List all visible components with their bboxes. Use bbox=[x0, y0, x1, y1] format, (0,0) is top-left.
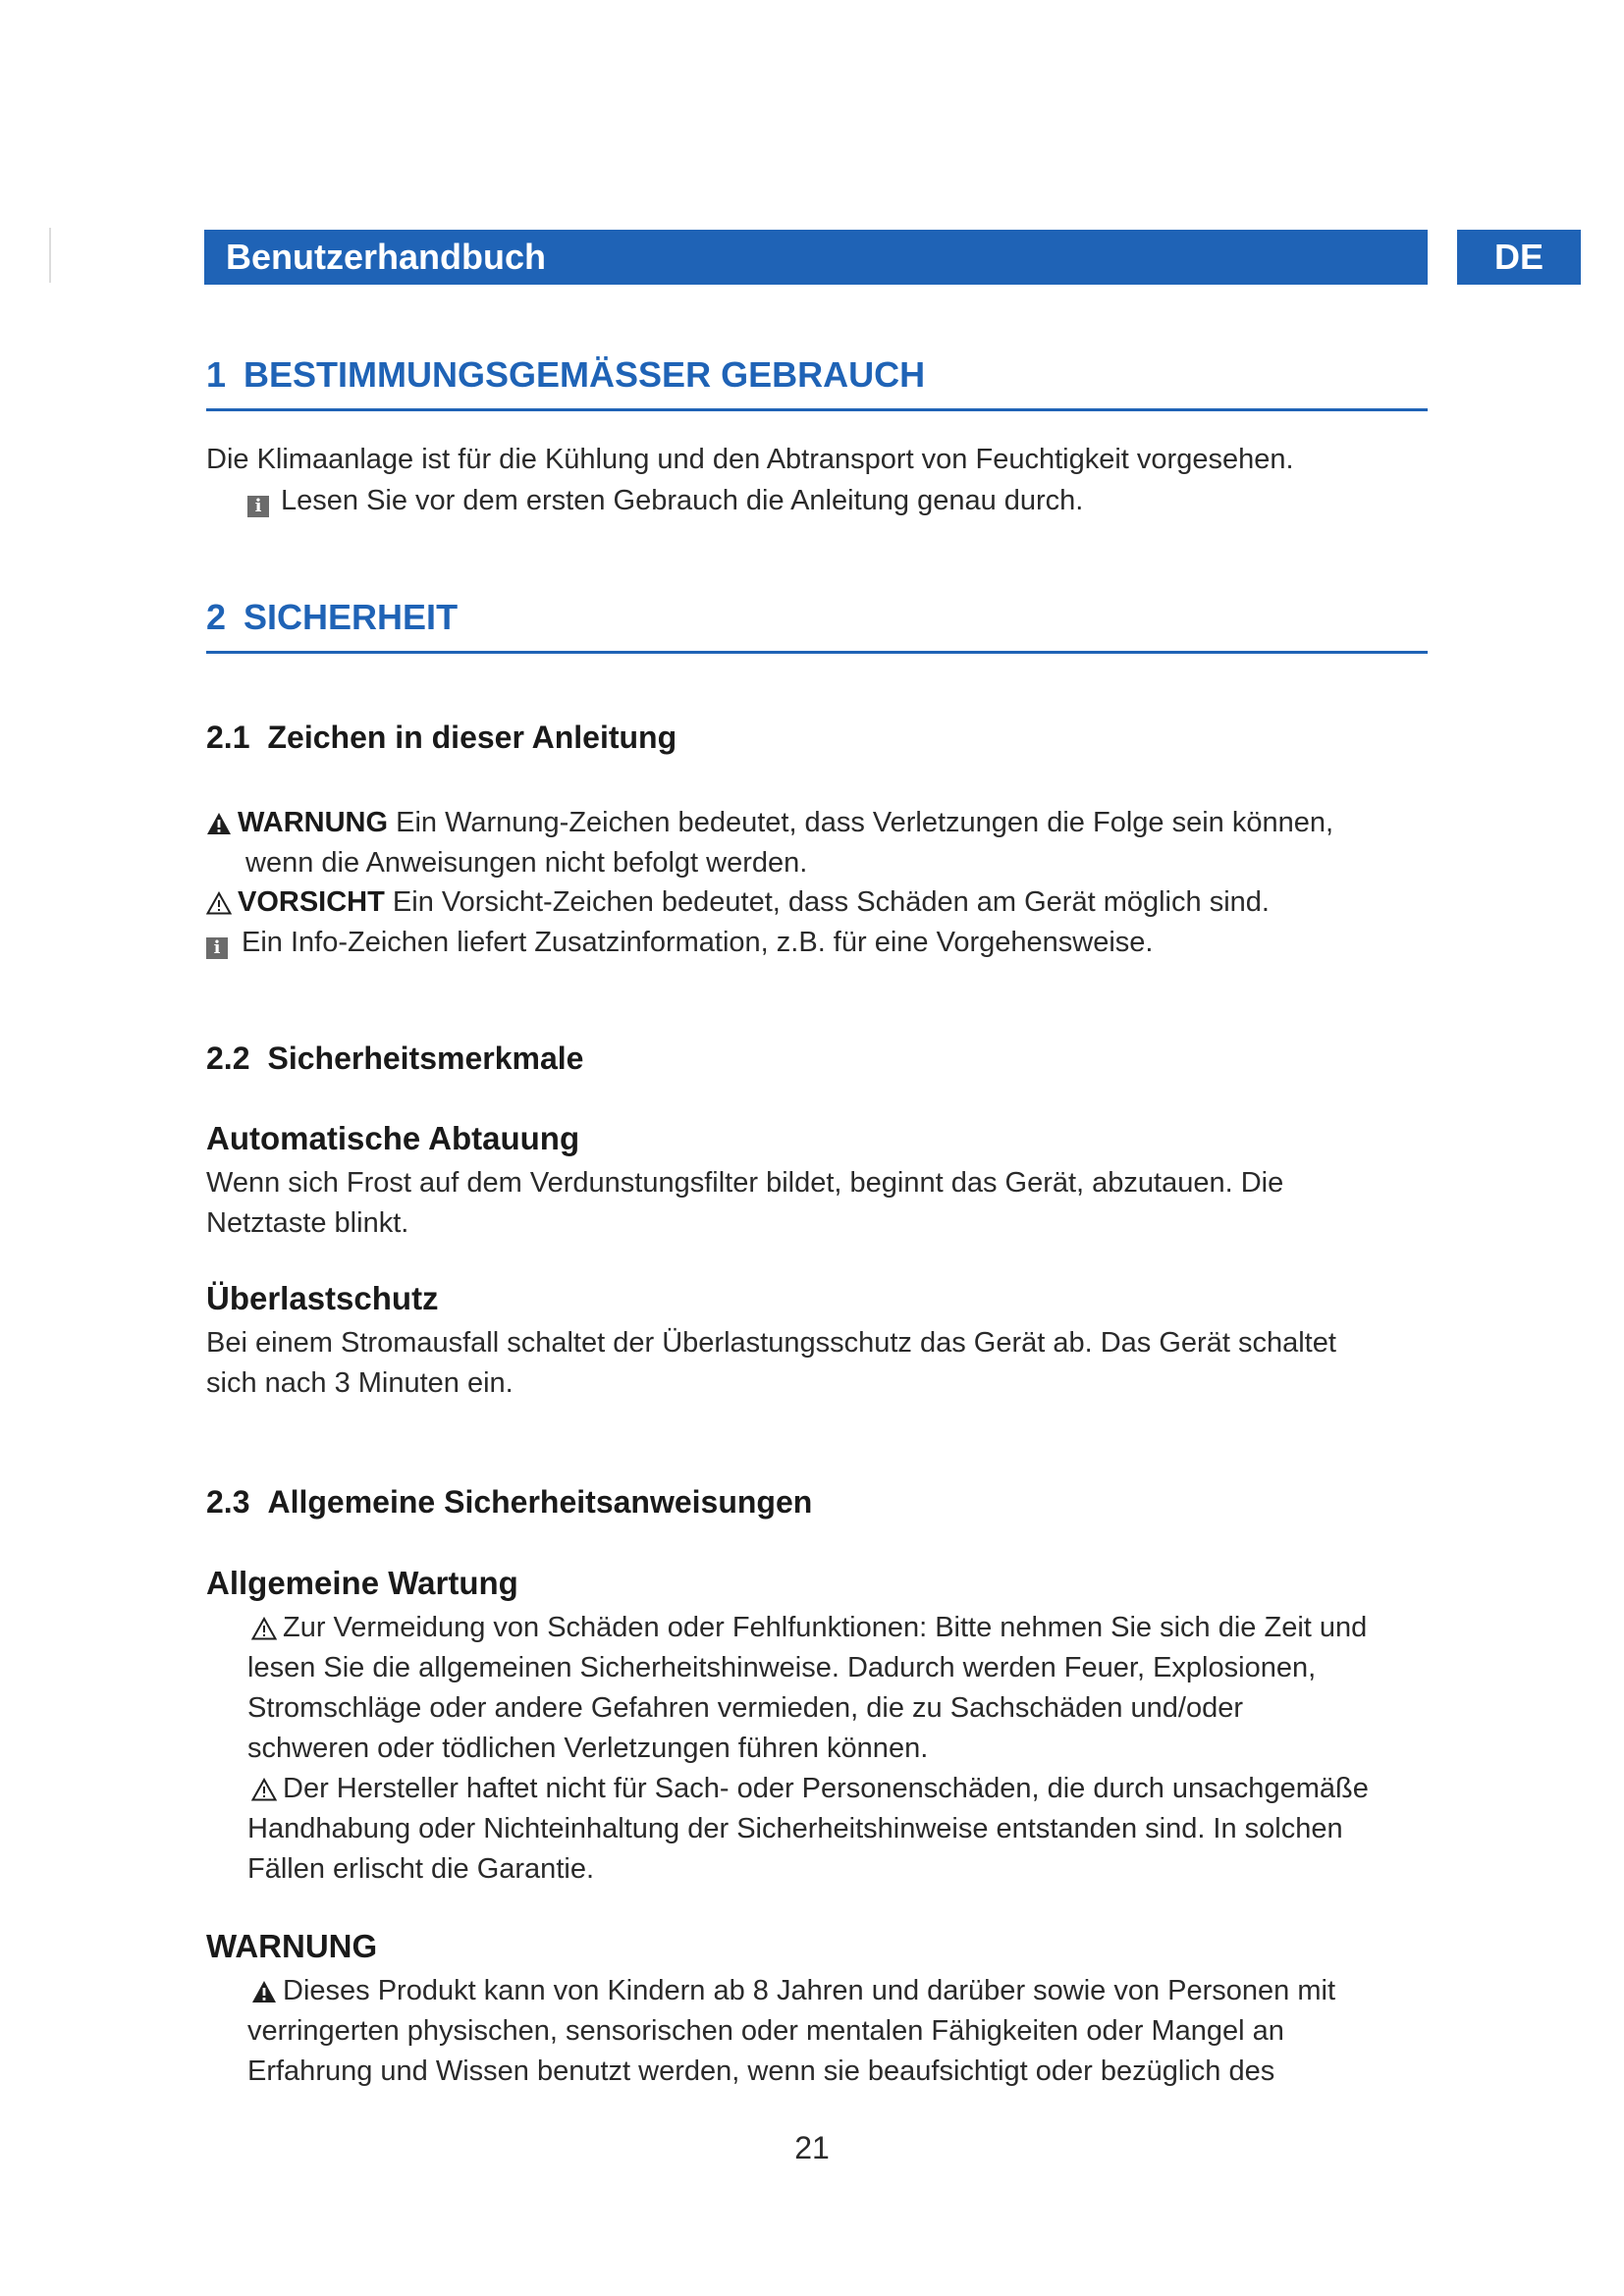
section-1-heading bbox=[206, 353, 1428, 411]
warning-heading: WARNUNG bbox=[206, 1928, 378, 1964]
caution-item-1-text: Zur Vermeidung von Schäden oder Fehlfunktionen: Bitte nehmen Sie sich die Zeit und bbox=[283, 1612, 1368, 1643]
section-1-title: BESTIMMUNGSGEMÄSSER GEBRAUCH bbox=[244, 354, 926, 395]
warning-text-continued: wenn die Anweisungen nicht befolgt werden. bbox=[245, 847, 808, 879]
warning-item-1-text: Dieses Produkt kann von Kindern ab 8 Jahren und darüber sowie von Personen mit bbox=[283, 1975, 1336, 2006]
section-2-1-title: Zeichen in dieser Anleitung bbox=[267, 720, 677, 755]
warning-icon bbox=[251, 1975, 277, 2015]
caution-icon bbox=[251, 1612, 277, 1652]
warning-label: WARNUNG bbox=[238, 807, 389, 838]
maintenance-heading: Allgemeine Wartung bbox=[206, 1565, 518, 1601]
warning-item-1-line-3: Erfahrung und Wissen benutzt werden, wenn sie beaufsichtigt oder bezüglich des bbox=[247, 2056, 1275, 2087]
section-1-text: Die Klimaanlage ist für die Kühlung und den Abtransport von Feuchtigkeit vorgesehen. bbox=[206, 444, 1294, 475]
section-1-info-line bbox=[206, 481, 1083, 521]
header-bar: Benutzerhandbuch bbox=[204, 230, 1428, 285]
info-icon: i bbox=[247, 496, 269, 517]
section-2-heading bbox=[206, 596, 1428, 654]
language-badge: DE bbox=[1457, 230, 1581, 285]
section-2-3-title: Allgemeine Sicherheitsanweisungen bbox=[267, 1484, 813, 1520]
caution-item-1-line-1 bbox=[206, 1608, 1367, 1652]
warning-item-1-line-1 bbox=[206, 1971, 1335, 2015]
defrost-text-line-1: Wenn sich Frost auf dem Verdunstungsfilter bildet, beginnt das Gerät, abzutauen. Die bbox=[206, 1167, 1284, 1199]
warning-item-1-line-2: verringerten physischen, sensorischen oder mentalen Fähigkeiten oder Mangel an bbox=[247, 2015, 1284, 2047]
caution-line bbox=[206, 882, 1270, 927]
info-icon: i bbox=[206, 937, 228, 959]
page-number: 21 bbox=[794, 2130, 830, 2165]
section-2-1-heading bbox=[206, 718, 677, 757]
caution-icon bbox=[206, 886, 232, 927]
warning-text: Ein Warnung-Zeichen bedeutet, dass Verletzungen die Folge sein können, bbox=[396, 807, 1334, 838]
caution-item-2-line-2: Handhabung oder Nichteinhaltung der Sicherheitshinweise entstanden sind. In solchen bbox=[247, 1813, 1343, 1844]
section-2-title: SICHERHEIT bbox=[244, 597, 459, 637]
section-2-2-number: 2.2 bbox=[206, 1041, 250, 1076]
caution-icon bbox=[251, 1773, 277, 1813]
overload-text-line-2: sich nach 3 Minuten ein. bbox=[206, 1367, 514, 1399]
section-2-number: 2 bbox=[206, 597, 227, 637]
section-2-2-title: Sicherheitsmerkmale bbox=[267, 1041, 584, 1076]
section-2-1-number: 2.1 bbox=[206, 720, 250, 755]
section-1-number: 1 bbox=[206, 354, 227, 395]
defrost-text-line-2: Netztaste blinkt. bbox=[206, 1207, 409, 1239]
info-text: Ein Info-Zeichen liefert Zusatzinformation, z.B. für eine Vorgehensweise. bbox=[242, 927, 1154, 958]
overload-heading: Überlastschutz bbox=[206, 1280, 439, 1316]
overload-text-line-1: Bei einem Stromausfall schaltet der Überlastungsschutz das Gerät ab. Das Gerät schaltet bbox=[206, 1327, 1336, 1359]
warning-icon bbox=[206, 807, 232, 847]
page-edge-line bbox=[49, 228, 51, 283]
caution-item-1-line-2: lesen Sie die allgemeinen Sicherheitshinweise. Dadurch werden Feuer, Explosionen, bbox=[247, 1652, 1317, 1683]
section-1-info-text: Lesen Sie vor dem ersten Gebrauch die Anleitung genau durch. bbox=[281, 485, 1084, 516]
caution-item-1-line-4: schweren oder tödlichen Verletzungen führen können. bbox=[247, 1733, 929, 1764]
caution-item-2-text: Der Hersteller haftet nicht für Sach- oder Personenschäden, die durch unsachgemäße bbox=[283, 1773, 1369, 1804]
caution-item-2-line-1 bbox=[206, 1769, 1369, 1813]
caution-item-1-line-3: Stromschläge oder andere Gefahren vermieden, die zu Sachschäden und/oder bbox=[247, 1692, 1244, 1724]
defrost-heading: Automatische Abtauung bbox=[206, 1120, 580, 1156]
warning-line bbox=[206, 803, 1333, 847]
section-2-3-number: 2.3 bbox=[206, 1484, 250, 1520]
section-2-3-heading bbox=[206, 1482, 812, 1522]
caution-text: Ein Vorsicht-Zeichen bedeutet, dass Schäden am Gerät möglich sind. bbox=[392, 886, 1270, 918]
info-line bbox=[206, 923, 1153, 963]
caution-label: VORSICHT bbox=[238, 886, 385, 918]
section-2-2-heading bbox=[206, 1039, 583, 1078]
caution-item-2-line-3: Fällen erlischt die Garantie. bbox=[247, 1853, 594, 1885]
